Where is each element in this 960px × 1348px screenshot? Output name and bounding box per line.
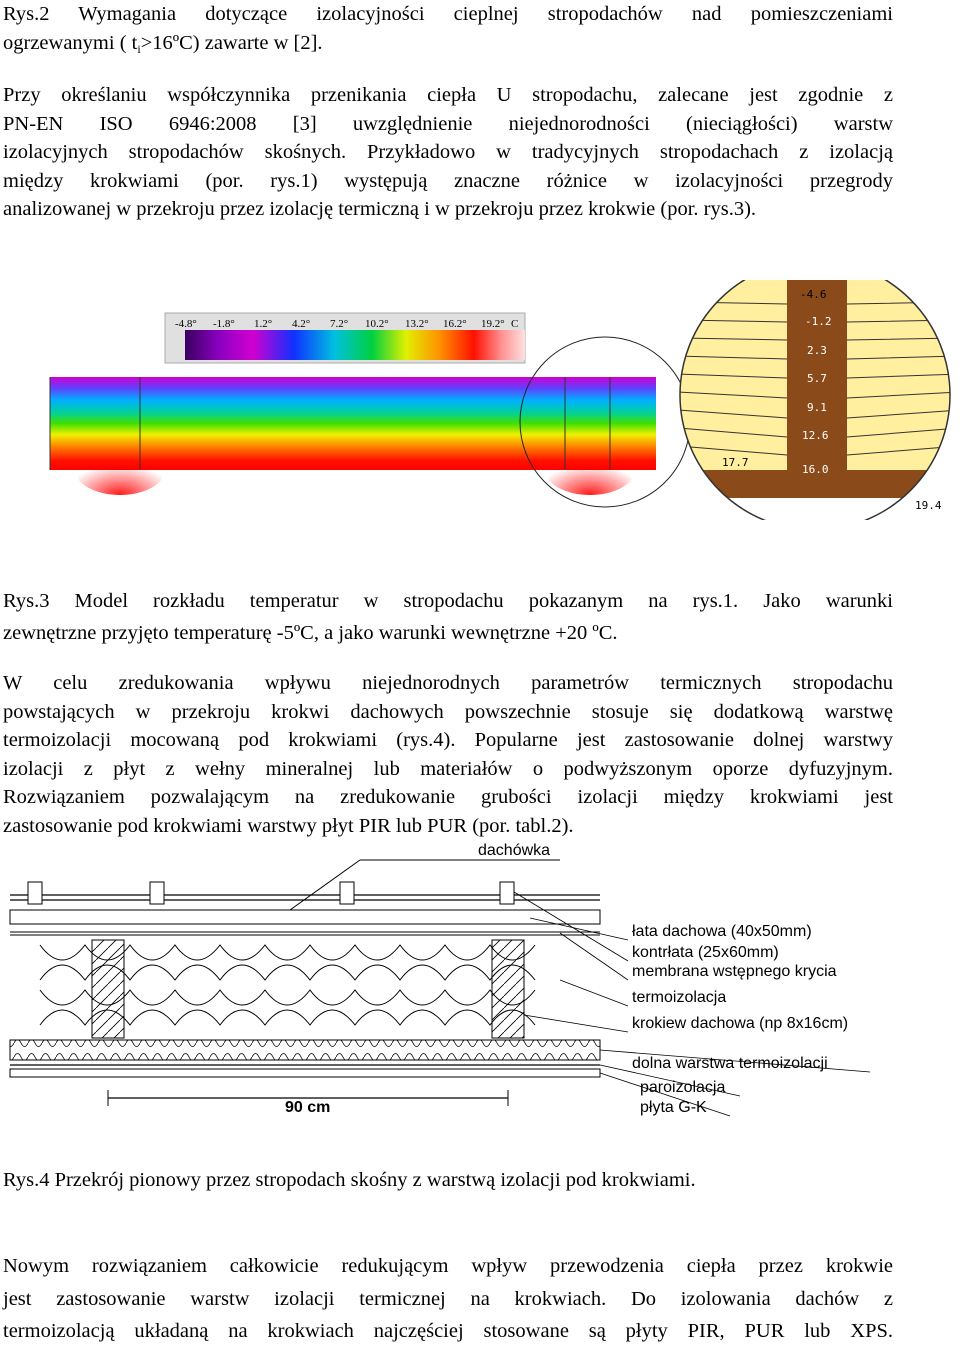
label-batten: łata dachowa (40x50mm)	[632, 923, 812, 940]
caption-rys2-line2: ogrzewanymi ( $t_i>16ºC$) zawarte w [2].	[3, 31, 323, 56]
batten-layer	[10, 910, 600, 924]
caption-rys4-line: Rys.4 Przekrój pionowy przez stropodach skośny z warstwą izolacji pod krokwiami.	[3, 1169, 696, 1191]
dimension-label: 90 cm	[285, 1099, 331, 1116]
zoom-left-value: 17.7	[722, 456, 749, 469]
paragraph-line: izolacyjnych stropodachów skośnych. Przykładowo w tradycyjnych stropodachach z izolacją	[3, 141, 893, 163]
paragraph-line: termoizolacją układaną na krokwiach najczęściej stosowane są płyty PIR, PUR lub XPS.	[3, 1320, 893, 1342]
legend-tick: 16.2°	[443, 318, 467, 330]
zoom-value: 9.1	[807, 401, 827, 414]
paragraph-line: W celu zredukowania wpływu niejednorodnych parametrów termicznych stropodachu	[3, 672, 893, 694]
paragraph-line: między krokwiami (por. rys.1) występują znaczne różnice w izolacyjności przegrody	[3, 169, 893, 192]
rafter	[492, 940, 524, 1038]
rafter	[92, 940, 124, 1038]
counter-batten	[150, 882, 164, 904]
legend-tick: 10.2°	[365, 318, 389, 330]
roof-section-drawing	[0, 840, 960, 1130]
zoom-value: 12.6	[802, 429, 829, 442]
legend-tick: 13.2°	[405, 318, 429, 330]
legend-tick: 19.2°	[481, 318, 505, 330]
label-vapour-barrier: paroizolacja	[640, 1079, 726, 1096]
zoom-value: 16.0	[802, 463, 829, 476]
caption-rys3	[3, 585, 893, 649]
paragraph-line: zastosowanie pod krokwiami warstwy płyt PIR lub PUR (por. tabl.2).	[3, 814, 574, 837]
counter-batten	[340, 882, 354, 904]
legend-tick: 1.2°	[254, 318, 273, 330]
caption-rys2	[3, 0, 893, 63]
paragraph-1	[3, 81, 893, 224]
plasterboard	[10, 1069, 600, 1077]
paragraph-line: Przy określaniu współczynnika przenikania ciepła U stropodachu, zalecane jest zgodnie z	[3, 84, 893, 106]
paragraph-line: izolacji z płyt z wełny mineralnej lub materiałów o podwyższonym oporze dyfuzyjnym.	[3, 757, 893, 780]
label-counter-batten: kontrłata (25x60mm)	[632, 944, 779, 961]
legend-tick: 4.2°	[292, 318, 311, 330]
zoom-value: -4.6	[800, 288, 827, 301]
counter-batten	[500, 882, 514, 904]
section-labels	[632, 923, 848, 1116]
label-bottom-insulation: dolna warstwa termoizolacji	[632, 1055, 828, 1072]
legend-tick: -1.8°	[213, 318, 235, 330]
counter-batten	[28, 882, 42, 904]
legend-tick: -4.8°	[175, 318, 197, 330]
caption-rys3-line: Rys.3 Model rozkładu temperatur w stropodachu pokazanym na rys.1. Jako warunki	[3, 590, 893, 612]
legend-tick: 7.2°	[330, 318, 349, 330]
zoom-value: -1.2	[805, 315, 832, 328]
zoom-value: 5.7	[807, 372, 827, 385]
roof-section-svg	[0, 840, 960, 1130]
zoom-bottom-value: 19.4	[915, 499, 942, 512]
thermal-bridge	[545, 445, 635, 495]
label-membrane: membrana wstępnego krycia	[632, 963, 837, 980]
thermal-bridge	[75, 445, 165, 495]
color-legend-bar	[185, 330, 525, 360]
paragraph-line: jest zastosowanie warstw izolacji termicznej na krokwiach. Do izolowania dachów z	[3, 1287, 893, 1310]
paragraph-line: PN-EN ISO 6946:2008 [3] uwzględnienie niejednorodności (nieciągłości) warstw	[3, 112, 893, 135]
paragraph-2	[3, 669, 893, 840]
bottom-insulation	[10, 1040, 600, 1060]
paragraph-line: termoizolacji mocowaną pod krokwiami (rys.4). Popularne jest zastosowanie dolnej warstwy	[3, 729, 893, 751]
label-plasterboard: płyta G-K	[640, 1099, 707, 1116]
thermal-model-svg	[45, 280, 960, 520]
paragraph-line: Rozwiązaniem pozwalającym na zredukowanie grubości izolacji między krokwiami jest	[3, 786, 893, 808]
caption-rys4	[3, 1166, 893, 1195]
caption-rys3-line: zewnętrzne przyjęto temperaturę -5ºC, a jako warunki wewnętrzne +20 ºC.	[3, 622, 618, 644]
paragraph-3	[3, 1250, 893, 1348]
zoom-value: 2.3	[807, 344, 827, 357]
paragraph-line: powstających w przekroju krokwi dachowych powszechnie stosuje się dodatkową warstwę	[3, 700, 893, 723]
label-insulation: termoizolacja	[632, 989, 727, 1006]
label-rafter: krokiew dachowa (np 8x16cm)	[632, 1015, 849, 1032]
paragraph-line: analizowanej w przekroju przez izolację termiczną i w przekroju przez krokwie (por. rys.3).	[3, 198, 757, 220]
label-tile: dachówka	[478, 842, 551, 859]
legend-unit: C	[511, 318, 519, 330]
caption-rys2-line1: Rys.2 Wymagania dotyczące izolacyjności cieplnej stropodachów nad pomieszczeniami	[3, 3, 893, 25]
thermal-model-figure	[45, 280, 960, 520]
paragraph-line: Nowym rozwiązaniem całkowicie redukującym wpływ przewodzenia ciepła przez krokwie	[3, 1255, 893, 1277]
